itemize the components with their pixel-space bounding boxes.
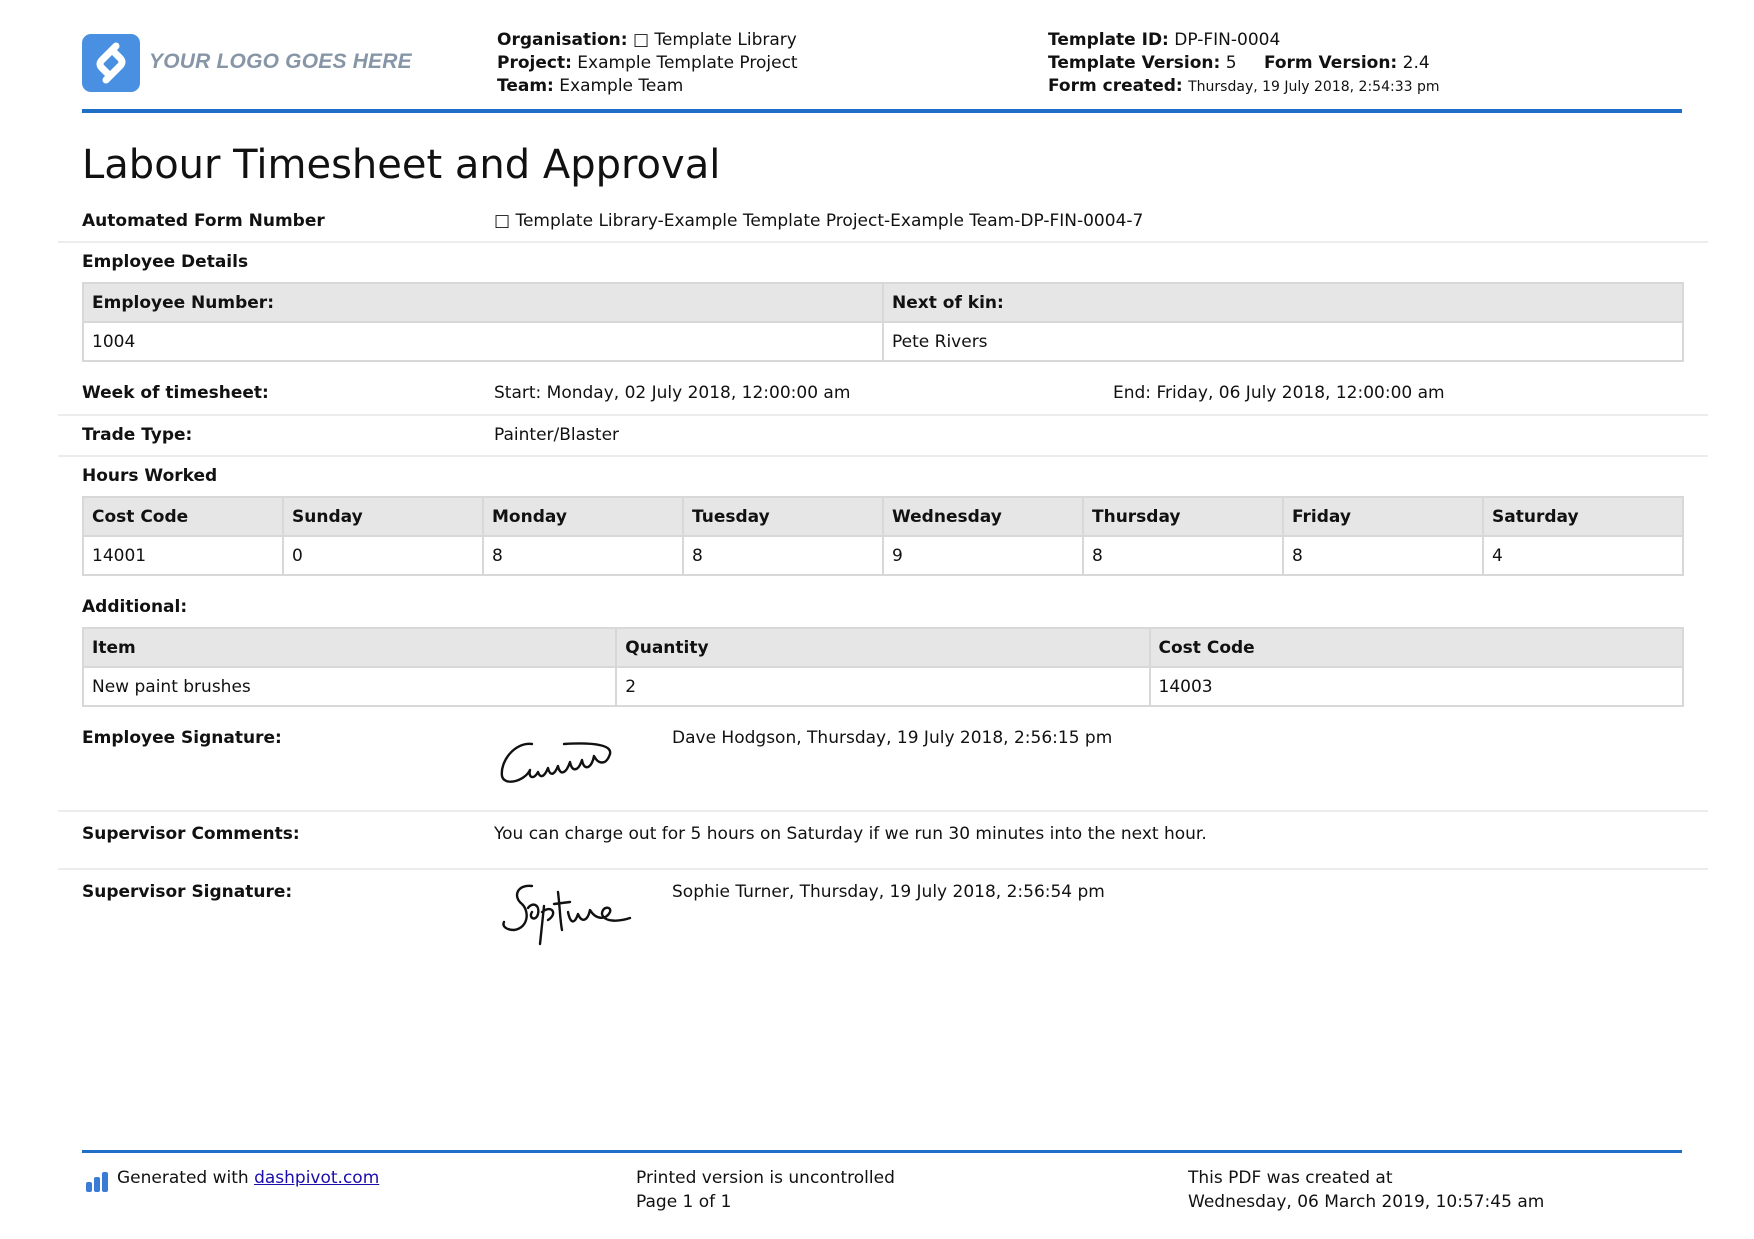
hours-worked-table (82, 496, 1684, 576)
supervisor-comments-label: Supervisor Comments: (82, 824, 300, 844)
column-header: Tuesday (683, 497, 883, 536)
column-header: Friday (1283, 497, 1483, 536)
divider (58, 810, 1708, 812)
week-label: Week of timesheet: (82, 383, 269, 403)
next-of-kin-cell: Pete Rivers (883, 322, 1683, 361)
divider (58, 414, 1708, 416)
hours-worked-heading: Hours Worked (82, 466, 218, 486)
column-header: Monday (483, 497, 683, 536)
header-organisation (497, 29, 797, 52)
week-start: Start: Monday, 02 July 2018, 12:00:00 am (494, 383, 851, 403)
table-cell: 8 (683, 536, 883, 575)
column-header: Sunday (283, 497, 483, 536)
column-header: Saturday (1483, 497, 1683, 536)
employee-signature-signed-by: Dave Hodgson, Thursday, 19 July 2018, 2:56:15 pm (672, 728, 1113, 748)
column-header: Thursday (1083, 497, 1283, 536)
supervisor-signature-signed-by: Sophie Turner, Thursday, 19 July 2018, 2:56:54 pm (672, 882, 1105, 902)
table-cell: 8 (1283, 536, 1483, 575)
table-cell: 8 (1083, 536, 1283, 575)
supervisor-signature-image (498, 878, 648, 950)
divider (58, 868, 1708, 870)
table-header-row (83, 628, 1683, 667)
employee-details-table (82, 282, 1684, 362)
form-created-value: Thursday, 19 July 2018, 2:54:33 pm (1188, 79, 1440, 95)
footer-page-number: Page 1 of 1 (636, 1192, 732, 1212)
dashpivot-link[interactable]: dashpivot.com (254, 1168, 380, 1188)
template-version-value: 5 (1225, 53, 1237, 73)
employee-number-cell: 1004 (83, 322, 883, 361)
table-cell: 4 (1483, 536, 1683, 575)
form-version-value: 2.4 (1402, 53, 1430, 73)
column-header: Next of kin: (883, 283, 1683, 322)
divider (58, 241, 1708, 243)
template-id-value: DP-FIN-0004 (1174, 30, 1281, 50)
page-title: Labour Timesheet and Approval (82, 142, 721, 188)
header-team (497, 75, 683, 98)
employee-signature-label: Employee Signature: (82, 728, 282, 748)
week-end: End: Friday, 06 July 2018, 12:00:00 am (1113, 383, 1445, 403)
header-divider (82, 109, 1682, 113)
form-number-label: Automated Form Number (82, 211, 325, 231)
table-cell: 0 (283, 536, 483, 575)
footer-divider (82, 1150, 1682, 1153)
header-project (497, 52, 798, 75)
trade-type-value: Painter/Blaster (494, 425, 620, 445)
supervisor-signature-label: Supervisor Signature: (82, 882, 293, 902)
project-value: Example Template Project (577, 53, 798, 73)
table-header-row (83, 497, 1683, 536)
employee-signature-image (494, 732, 634, 792)
additional-heading: Additional: (82, 597, 188, 617)
form-version-label: Form Version: (1263, 53, 1398, 73)
column-header: Quantity (616, 628, 1149, 667)
template-version-label: Template Version: (1048, 53, 1221, 73)
bar-chart-icon (86, 1172, 110, 1192)
table-header-row (83, 283, 1683, 322)
table-row (83, 667, 1683, 706)
organisation-value: □ Template Library (632, 30, 797, 50)
trade-type-label: Trade Type: (82, 425, 193, 445)
project-label: Project: (497, 53, 572, 73)
column-header: Cost Code (83, 497, 283, 536)
column-header: Employee Number: (83, 283, 883, 322)
team-value: Example Team (559, 76, 684, 96)
header-template-id (1048, 29, 1280, 52)
table-cell: 2 (616, 667, 1149, 706)
table-cell: 9 (883, 536, 1083, 575)
supervisor-comments-value: You can charge out for 5 hours on Saturday if we run 30 minutes into the next hour. (494, 824, 1207, 844)
generated-prefix: Generated with (117, 1168, 255, 1188)
form-number-value: □ Template Library-Example Template Project-Example Team-DP-FIN-0004-7 (494, 211, 1144, 231)
logo-icon (82, 34, 140, 92)
table-row (83, 536, 1683, 575)
template-id-label: Template ID: (1048, 30, 1169, 50)
header-versions (1048, 52, 1430, 75)
column-header: Cost Code (1150, 628, 1683, 667)
header-form-created (1048, 75, 1440, 99)
logo-text: YOUR LOGO GOES HERE (149, 50, 412, 73)
table-row (83, 322, 1683, 361)
table-cell: New paint brushes (83, 667, 616, 706)
footer-pdf-created-label: This PDF was created at (1188, 1168, 1393, 1188)
column-header: Wednesday (883, 497, 1083, 536)
form-created-label: Form created: (1048, 76, 1183, 96)
table-cell: 8 (483, 536, 683, 575)
team-label: Team: (497, 76, 554, 96)
employee-details-heading: Employee Details (82, 252, 249, 272)
column-header: Item (83, 628, 616, 667)
table-cell: 14001 (83, 536, 283, 575)
organisation-label: Organisation: (497, 30, 628, 50)
footer-pdf-created-value: Wednesday, 06 March 2019, 10:57:45 am (1188, 1192, 1545, 1212)
footer-generated (117, 1166, 379, 1190)
divider (58, 455, 1708, 457)
footer-uncontrolled: Printed version is uncontrolled (636, 1168, 895, 1188)
table-cell: 14003 (1150, 667, 1683, 706)
additional-table (82, 627, 1684, 707)
